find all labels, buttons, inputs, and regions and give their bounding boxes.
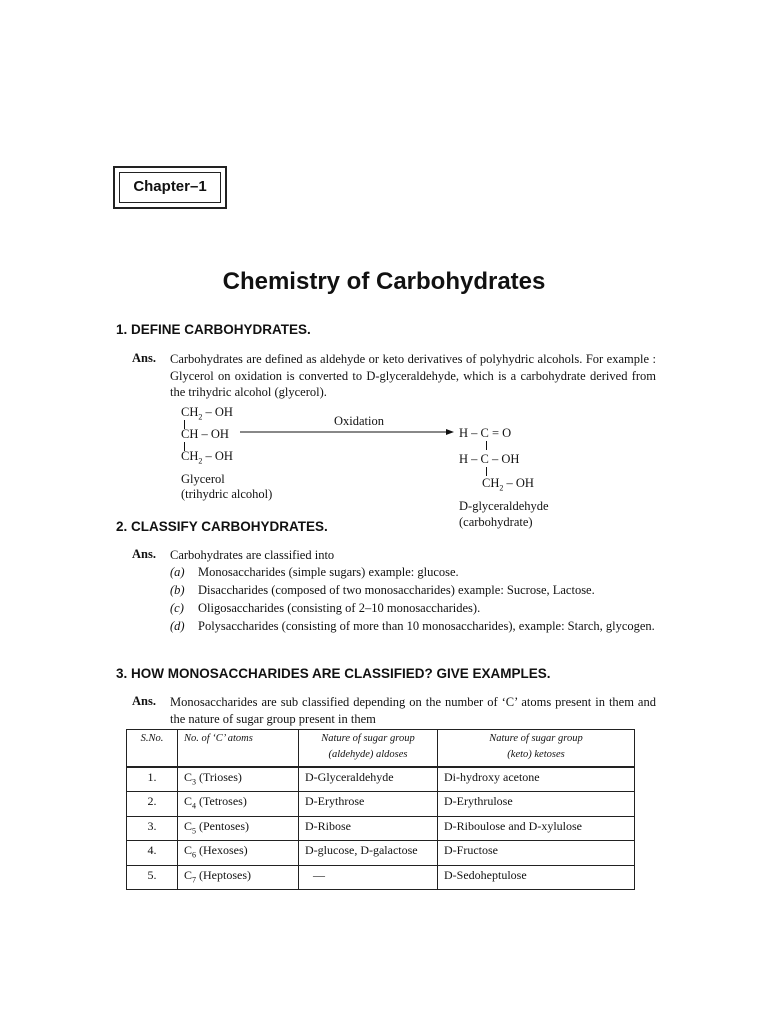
glycerol-desc: (trihydric alcohol): [181, 487, 273, 501]
header-ketoses: Nature of sugar group (keto) ketoses: [438, 730, 635, 768]
page-title: Chemistry of Carbohydrates: [222, 268, 546, 295]
answer-3-label: Ans.: [132, 694, 156, 708]
list-item: (c) Oligosaccharides (consisting of 2–10 monosaccharides).: [170, 601, 481, 615]
glyceraldehyde-name: D-glyceraldehyde: [459, 499, 549, 513]
header-aldoses: Nature of sugar group (aldehyde) aldoses: [299, 730, 438, 768]
list-item: (d) Polysaccharides (consisting of more than 10 monosaccharides), example: Starch, glycogen.: [170, 619, 655, 633]
chapter-label: Chapter–1: [133, 178, 207, 195]
list-item: (b) Disaccharides (composed of two monosaccharides) example: Sucrose, Lactose.: [170, 583, 595, 597]
glyceraldehyde-line-3: $CH_2$ – OH: [482, 476, 534, 493]
answer-2-label: Ans.: [132, 547, 156, 561]
glycerol-line-2: CH – OH: [181, 427, 229, 441]
glyceraldehyde-line-1: H – C = O: [459, 426, 512, 440]
question-2-heading: 2. CLASSIFY CARBOHYDRATES.: [116, 519, 328, 534]
glyceraldehyde-desc: (carbohydrate): [459, 515, 533, 529]
table-header-row: [127, 730, 635, 768]
glycerol-name: Glycerol: [181, 472, 225, 486]
question-3-heading: 3. HOW MONOSACCHARIDES ARE CLASSIFIED? GIVE EXAMPLES.: [116, 666, 551, 681]
answer-1-text: Carbohydrates are defined as aldehyde or keto derivatives of polyhydric alcohols. For example : Glycerol on oxidation is converted to D-glyceraldehyde, which is a carbohydrate derived from the trihydric alcohol (glycerol).: [170, 352, 656, 399]
table-row: 5. $C_7$ (Heptoses) — D-Sedoheptulose: [127, 865, 635, 889]
table-row: 4. $C_6$ (Hexoses) D-glucose, D-galactose D-Fructose: [127, 841, 635, 865]
oxidation-arrow: [240, 427, 455, 437]
chapter-box: [113, 166, 227, 209]
header-sno: S.No.: [127, 730, 178, 768]
glycerol-line-1: $CH_2$ – OH: [181, 405, 233, 422]
list-item: (a) Monosaccharides (simple sugars) example: glucose.: [170, 565, 459, 579]
monosaccharide-table: [126, 729, 635, 890]
answer-3-text: Monosaccharides are sub classified depending on the number of ‘C’ atoms present in them and the nature of sugar group present in them: [170, 695, 656, 726]
glycerol-line-3: $CH_2$ – OH: [181, 449, 233, 466]
answer-1-label: Ans.: [132, 351, 156, 365]
table-row: 2. $C_4$ (Tetroses) D-Erythrose D-Erythrulose: [127, 792, 635, 816]
table-row: 1. $C_3$ (Trioses) D-Glyceraldehyde Di-hydroxy acetone: [127, 767, 635, 792]
glyceraldehyde-bond-2: [486, 467, 487, 476]
glyceraldehyde-bond-1: [486, 441, 487, 450]
question-1-heading: 1. DEFINE CARBOHYDRATES.: [116, 322, 311, 337]
table-row: 3. $C_5$ (Pentoses) D-Ribose D-Riboulose and D-xylulose: [127, 816, 635, 840]
glyceraldehyde-line-2: H – C – OH: [459, 452, 520, 466]
arrow-label: Oxidation: [334, 414, 384, 428]
header-c-atoms: No. of ‘C’ atoms: [178, 730, 299, 768]
answer-2-intro: Carbohydrates are classified into: [170, 548, 335, 562]
